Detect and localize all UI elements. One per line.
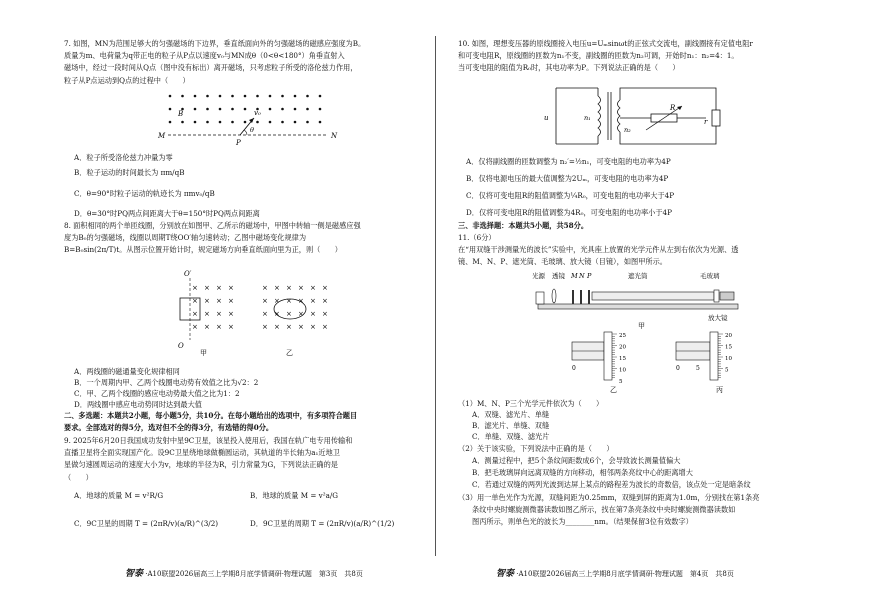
field-cross: ×: [262, 297, 268, 305]
field-dot: [269, 108, 272, 111]
sleeve-five-bing: 5: [696, 365, 700, 372]
scale-label: 5: [725, 367, 729, 374]
field-cross: ×: [298, 323, 304, 331]
field-cross: ×: [228, 323, 234, 331]
scale-label: 25: [619, 333, 626, 339]
q11-part1: （1）M、N、P三个光学元件依次为（ ）: [458, 399, 604, 408]
q7-line4: 粒子从P点运动到Q点的过程中（ ）: [64, 75, 190, 85]
field-cross: ×: [274, 284, 280, 292]
field-dot: [181, 95, 184, 98]
field-cross: ×: [262, 323, 268, 331]
field-cross: ×: [228, 297, 234, 305]
field-dot: [244, 121, 247, 124]
field-cross: ×: [298, 310, 304, 318]
q8-line1: 8. 面积相同的两个单匝线圈，分别放在如图甲、乙所示的磁场中，甲图中转轴一侧是磁感应强: [64, 221, 361, 230]
label-tube: 遮光筒: [628, 272, 648, 280]
thimble-bing: [710, 332, 718, 380]
q7-line1: 7. 如图，MN为范围足够大的匀强磁场的下边界，垂直纸面向外的匀强磁场的磁感应强度为B。: [64, 39, 366, 48]
field-dot: [219, 121, 222, 124]
sleeve-zero-yi: 0: [572, 365, 576, 372]
field-cross: ×: [298, 297, 304, 305]
q11-part2-option-c[interactable]: C．若通过双缝的两列光波到达屏上某点的路程差为波长的奇数倍，该点处一定是暗条纹: [472, 480, 751, 489]
label-b: B: [178, 110, 184, 118]
label-screen: 毛玻璃: [700, 272, 720, 280]
field-dot: [206, 95, 209, 98]
scale-label: 20: [725, 333, 732, 339]
field-dot: [269, 95, 272, 98]
q11-part2-option-a[interactable]: A．测量过程中，把5个条纹间距数成6个，会导致波长测量值偏大: [472, 456, 681, 465]
q8-coil-figures: [170, 268, 350, 358]
label-o-prime: O′: [184, 270, 192, 278]
field-dot: [281, 95, 284, 98]
label-n: N: [331, 132, 338, 140]
sec2-line1: 二、多选题：本题共2小题，每小题5分，共10分。在每小题给出的选项中，有多项符合题目: [64, 411, 358, 420]
q10-option-d[interactable]: D．仅将可变电阻R的阻值调整为4R₀，可变电阻的电功率小于4P: [466, 208, 672, 217]
primary-coil: [598, 96, 601, 136]
question-8-stem: [64, 220, 361, 257]
field-dot: [231, 108, 234, 111]
footer-text: ·A10联盟2026届高三上学期8月底学情调研·物理试题 第3页 共8页: [145, 570, 363, 578]
field-cross: ×: [274, 323, 280, 331]
label-jia: 甲: [638, 322, 645, 330]
field-dot: [194, 95, 197, 98]
footer-text: ·A10联盟2026届高三上学期8月底学情调研·物理试题 第4页 共8页: [516, 570, 734, 578]
field-dot: [244, 95, 247, 98]
magnifier: [720, 292, 734, 300]
scale-label: 10: [725, 356, 732, 362]
label-n: N: [579, 272, 585, 280]
micrometer-yi: [572, 332, 626, 394]
scale-label: 15: [619, 356, 626, 362]
question-7-stem: [64, 38, 365, 87]
field-dot: [244, 108, 247, 111]
label-p: P: [236, 139, 241, 147]
q8-option-a[interactable]: A．两线圈的磁通量变化规律相同: [74, 367, 180, 376]
q9-line1: 9. 2025年6月20日我国成功发射中星9C卫星，该星投入使用后，我国在轨广电专用传输和: [64, 436, 353, 445]
label-o: O: [178, 342, 184, 350]
field-cross: ×: [192, 310, 198, 318]
field-cross: ×: [298, 284, 304, 292]
field-dot: [194, 108, 197, 111]
field-cross: ×: [310, 284, 316, 292]
question-11-stem: [458, 232, 738, 269]
field-cross: ×: [192, 284, 198, 292]
field-dot: [319, 95, 322, 98]
field-cross: ×: [322, 323, 328, 331]
light-tube: [592, 292, 714, 300]
label-r-variable: R: [670, 104, 676, 112]
sec2-line2: 要求。全部选对的得5分，选对但不全的得3分，有选错的得0分。: [64, 423, 274, 433]
q11-optical-bench-figure: [532, 268, 752, 330]
field-dot: [219, 95, 222, 98]
field-dot: [231, 121, 234, 124]
q10-line2: 和可变电阻R，原线圈的匝数为n₁不变，副线圈的匝数为n₂可调，开始时n₁：n₂=4：1。: [458, 51, 739, 61]
field-dot: [319, 121, 322, 124]
section-2-heading: [64, 410, 357, 434]
label-n2: n₂: [624, 126, 631, 134]
q10-line3: 当可变电阻的阻值为R₀时，其电功率为P。下列说法正确的是（ ）: [458, 63, 680, 73]
field-crosses-yi: [262, 284, 328, 331]
element-m: [572, 290, 574, 304]
label-n1: n₁: [584, 114, 591, 122]
q11-part3-line1: （3）用一单色光作为光源，双缝间距为0.25mm，双缝到屏的距离为1.0m，分别找在第1条亮: [458, 493, 760, 502]
q10-transformer-circuit: [536, 80, 726, 152]
q7-line2: 质量为m、电荷量为q带正电的粒子从P点以速度v₀与MN成θ（0<θ<180°）角垂直射入: [64, 51, 345, 61]
q11-part2: （2）关于该实验，下列说法中正确的是（ ）: [458, 444, 614, 453]
lens: [552, 289, 556, 303]
label-magnifier: 放大镜: [708, 314, 728, 322]
q9-line2: 直播卫星将全面实现国产化。设9C卫星绕地球做椭圆运动，其轨道的半长轴为a₁近地卫: [64, 448, 340, 458]
label-r-fixed: r: [704, 118, 708, 126]
element-p: [588, 290, 590, 304]
field-cross: ×: [322, 310, 328, 318]
field-cross: ×: [216, 310, 222, 318]
field-cross: ×: [204, 284, 210, 292]
q7-option-d[interactable]: D．θ=30°时PQ两点间距离大于θ=150°时PQ两点间距离: [74, 209, 260, 218]
frosted-glass: [714, 290, 719, 302]
q11-part3-line3-answer-blank[interactable]: 图丙所示，则单色光的波长为________nm。（结果保留3位有效数字）: [472, 517, 693, 526]
field-cross: ×: [216, 297, 222, 305]
rheostat-arrowhead: [677, 106, 682, 110]
footer-logo: 智泰: [496, 569, 515, 579]
field-cross: ×: [192, 297, 198, 305]
field-dot: [306, 95, 309, 98]
label-p: P: [587, 272, 592, 280]
sleeve-zero-bing: 0: [676, 365, 680, 372]
theta-arc: [244, 130, 247, 135]
field-cross: ×: [286, 310, 292, 318]
bench-rail: [538, 304, 738, 309]
scale-label: 20: [619, 344, 626, 351]
field-cross: ×: [204, 297, 210, 305]
q9-option-b[interactable]: B．地球的质量 M = v²a/G: [250, 491, 339, 500]
q8-option-d[interactable]: D．两线圈中感应电动势同时达到最大值: [74, 400, 202, 409]
label-v0: v₀: [254, 109, 261, 117]
field-dot: [269, 121, 272, 124]
q10-line1: 10. 如图，理想变压器的原线圈接入电压u=Uₘsinωt的正弦式交流电，副线圈接有定值电阻r: [458, 39, 753, 48]
q11-line1: 11.（6分）: [458, 233, 496, 242]
field-dots: [169, 95, 322, 124]
q7-magnetic-field-figure: [150, 88, 340, 148]
field-cross: ×: [322, 284, 328, 292]
secondary-coil: [618, 100, 621, 132]
footer-right: [496, 566, 734, 579]
field-cross: ×: [204, 323, 210, 331]
primary-circuit: [556, 88, 598, 144]
field-cross: ×: [286, 284, 292, 292]
fixed-resistor-r: [712, 110, 720, 126]
q8-option-b[interactable]: B．一个周期内甲、乙两个线圈电动势有效值之比为√2：2: [74, 378, 259, 387]
field-cross: ×: [310, 297, 316, 305]
field-dot: [169, 108, 172, 111]
field-cross: ×: [310, 310, 316, 318]
field-cross: ×: [286, 323, 292, 331]
field-cross: ×: [262, 310, 268, 318]
q7-option-a[interactable]: A．粒子所受洛伦兹力冲量为零: [74, 153, 173, 162]
field-dot: [294, 121, 297, 124]
section-3-heading: 三、非选择题：本题共5小题，共58分。: [458, 221, 589, 230]
light-source: [536, 292, 544, 304]
field-dot: [206, 108, 209, 111]
field-cross: ×: [216, 284, 222, 292]
q11-micrometer-figures: [566, 330, 766, 396]
field-crosses-jia: [192, 284, 234, 331]
field-dot: [256, 95, 259, 98]
field-cross: ×: [322, 297, 328, 305]
q9-option-c[interactable]: C．9C卫星的周期 T = (2πR/v)(a/R)^(3/2): [74, 519, 219, 528]
field-cross: ×: [216, 323, 222, 331]
velocity-arrowhead: [249, 118, 254, 123]
label-theta: θ: [250, 126, 254, 134]
q9-line3: 星做匀速圆周运动的速度大小为v，地球的半径为R，引力常量为G，下列说法正确的是: [64, 460, 338, 470]
field-dot: [306, 108, 309, 111]
label-yi: 乙: [610, 386, 617, 394]
q11-part1-option-c[interactable]: C．单缝、双缝、滤光片: [472, 432, 550, 441]
field-dot: [219, 108, 222, 111]
q11-part1-option-a[interactable]: A．双缝、滤光片、单缝: [472, 410, 550, 419]
q8-line2: 度为B₀的匀强磁场，线圈以周期T绕OO′轴匀速转动；乙图中磁场变化规律为: [64, 233, 307, 243]
q10-option-b[interactable]: B．仅将电源电压的最大值调整为2Uₘ，可变电阻的电功率为4P: [466, 174, 669, 183]
field-dot: [281, 108, 284, 111]
field-cross: ×: [192, 323, 198, 331]
scale-label: 15: [725, 344, 732, 351]
q11-part2-option-b[interactable]: B．把毛玻璃屏向远离双缝的方向移动，相邻两条亮纹中心的距离增大: [472, 468, 693, 477]
q11-line3: 镜、M、N、P、遮光筒、毛玻璃、放大镜（目镜），如图甲所示。: [458, 257, 667, 267]
q8-option-c[interactable]: C．甲、乙两个线圈的感应电动势最大值之比为1：2: [74, 389, 240, 398]
page-right: [436, 0, 870, 591]
q7-option-b[interactable]: B．粒子运动的时间最长为 πm/qB: [74, 168, 185, 177]
label-m: M: [571, 272, 578, 280]
field-dot: [206, 121, 209, 124]
field-cross: ×: [228, 284, 234, 292]
field-cross: ×: [274, 297, 280, 305]
thimble-yi: [604, 332, 612, 380]
micrometer-bing: [676, 332, 732, 394]
label-yi: 乙: [286, 349, 293, 357]
q9-option-a[interactable]: A．地球的质量 M = v²R/G: [74, 491, 164, 500]
field-cross: ×: [262, 284, 268, 292]
field-dot: [294, 108, 297, 111]
field-cross: ×: [274, 310, 280, 318]
label-lens: 透镜: [552, 272, 565, 280]
field-dot: [231, 95, 234, 98]
q8-line3: B=B₀sin(2π/T)t。从图示位置开始计时，规定磁场方向垂直纸面向里为正，则（ ）: [64, 245, 342, 255]
scale-label: 10: [619, 367, 626, 374]
field-dot: [294, 95, 297, 98]
field-dot: [194, 121, 197, 124]
label-jia: 甲: [200, 349, 207, 357]
thimble-ticks-bing: [718, 333, 732, 378]
field-dot: [319, 108, 322, 111]
label-u: u: [544, 114, 549, 122]
field-cross: ×: [228, 310, 234, 318]
field-cross: ×: [204, 310, 210, 318]
q11-part1-option-b[interactable]: B．滤光片、单缝、双缝: [472, 421, 550, 430]
thimble-ticks-yi: [612, 333, 626, 385]
q9-option-d[interactable]: D．9C卫星的周期 T = (2πR/v)(a/R)^(1/2): [250, 519, 395, 528]
q9-line4: （ ）: [64, 472, 93, 482]
q11-part3-line2: 条纹中央时螺旋测微器读数如图乙所示，找在第7条亮条纹中央时螺旋测微器读数如: [472, 505, 736, 514]
field-cross: ×: [286, 297, 292, 305]
q10-option-c[interactable]: C．仅将可变电阻R的阻值调整为¼R₀，可变电阻的电功率大于4P: [466, 191, 675, 200]
label-bing: 丙: [716, 386, 723, 394]
field-dot: [281, 121, 284, 124]
q11-line2: 在“用双缝干涉测量光的波长”实验中，光具座上放置的光学元件从左到右依次为光源、透: [458, 245, 739, 255]
label-light-source: 光源: [532, 272, 545, 280]
footer-left: [125, 566, 363, 579]
field-dot: [169, 95, 172, 98]
question-10-stem: [458, 38, 753, 75]
question-9-stem: [64, 435, 352, 484]
field-cross: ×: [310, 323, 316, 331]
element-n: [580, 290, 582, 304]
q7-line3: 磁场中，经过一段时间从Q点（图中没有标出）离开磁场，只考虑粒子所受的洛伦兹力作用，: [64, 63, 358, 73]
field-dot: [169, 121, 172, 124]
q10-option-a[interactable]: A．仅将副线圈的匝数调整为 n₂′=½n₁，可变电阻的电功率为4P: [466, 157, 671, 166]
field-dot: [181, 121, 184, 124]
field-dot: [306, 121, 309, 124]
field-dot: [256, 121, 259, 124]
scale-label: 5: [619, 379, 623, 385]
q7-option-c[interactable]: C．θ=90°时粒子运动的轨迹长为 πmv₀/qB: [74, 189, 215, 198]
label-m: M: [158, 132, 166, 140]
footer-logo: 智泰: [125, 569, 144, 579]
